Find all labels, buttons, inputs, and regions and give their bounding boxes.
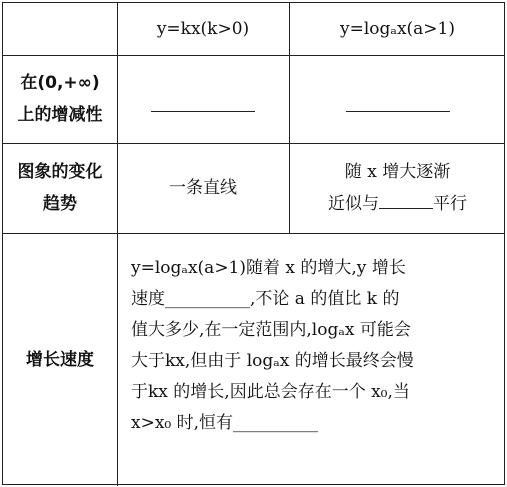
trend-log-line1: 随 x 增大逐渐 bbox=[344, 161, 451, 182]
row-label-growth bbox=[3, 233, 117, 486]
trend-log-cell bbox=[289, 143, 506, 233]
trend-log-line2-suffix: 平行 bbox=[433, 193, 467, 214]
growth-line: 值大多少,在一定范围内,logₐx 可能会 bbox=[131, 320, 411, 340]
header-linear bbox=[117, 3, 289, 55]
growth-line: 大于kx,但由于 logₐx 的增长最终会慢 bbox=[131, 351, 414, 371]
row-label-trend bbox=[3, 143, 117, 233]
col-divider-1-lower bbox=[117, 235, 118, 486]
trend-log-line2 bbox=[328, 188, 467, 220]
row-label-monotonicity bbox=[3, 55, 117, 143]
trend-linear-cell bbox=[117, 143, 289, 233]
growth-line: 于kx 的增长,因此总会存在一个 x₀,当 bbox=[131, 382, 410, 402]
growth-line: 速度__________,不论 a 的值比 k 的 bbox=[131, 289, 400, 309]
monotonicity-log-cell bbox=[289, 55, 506, 143]
growth-line: y=logₐx(a>1)随着 x 的增大,y 增长 bbox=[131, 258, 406, 278]
trend-label-line2: 趋势 bbox=[43, 194, 77, 214]
trend-label-line1: 图象的变化 bbox=[17, 162, 103, 182]
monotonicity-linear-cell bbox=[117, 55, 289, 143]
answer-blank bbox=[379, 188, 433, 209]
header-log bbox=[289, 3, 506, 55]
answer-blank bbox=[346, 87, 450, 112]
header-linear-text: y=kx(k>0) bbox=[156, 19, 250, 39]
growth-label: 增长速度 bbox=[26, 349, 94, 370]
growth-line: x>x₀ 时,恒有__________ bbox=[131, 413, 319, 433]
trend-linear-text: 一条直线 bbox=[169, 177, 237, 198]
growth-description bbox=[131, 253, 497, 439]
monotonicity-label-line2: 上的增减性 bbox=[17, 105, 103, 125]
header-log-text: y=logₐx(a>1) bbox=[339, 19, 455, 39]
trend-log-line2-prefix: 近似与 bbox=[328, 193, 379, 214]
answer-blank bbox=[151, 87, 255, 112]
monotonicity-label-line1: 在(0,+∞) bbox=[20, 73, 100, 93]
